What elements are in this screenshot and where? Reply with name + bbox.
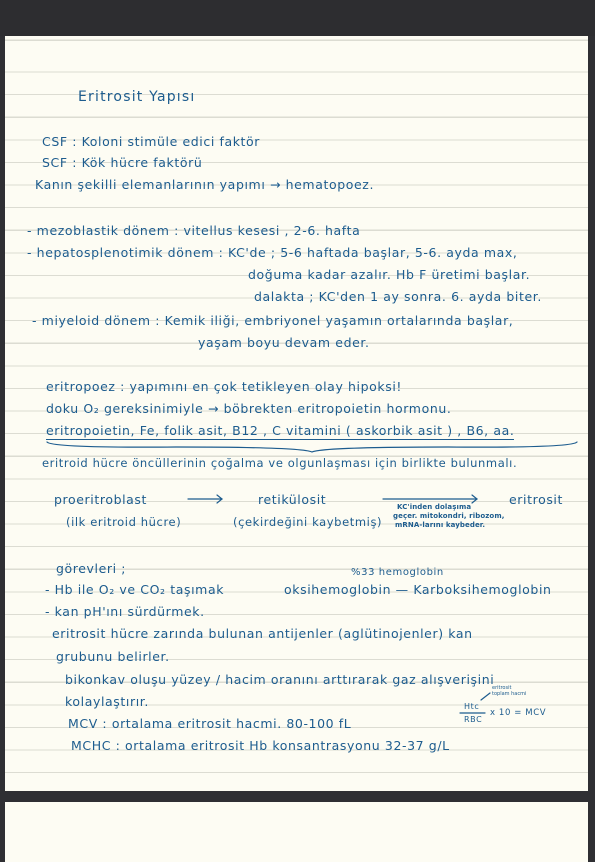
page-title: Eritrosit Yapısı xyxy=(78,89,196,105)
eritropoez-line3: eritropoietin, Fe, folik asit, B12 , C vitamini ( askorbik asit ) , B6, aa. xyxy=(46,423,515,438)
arrow-right-icon xyxy=(188,495,224,503)
formula-mcv: x 10 = MCV xyxy=(490,708,547,718)
kc-note-line3: mRNA-larını kaybeder. xyxy=(395,521,486,529)
kc-note-line2: geçer. mitokondri, ribozom, xyxy=(393,512,505,520)
arrow-right-icon xyxy=(383,495,479,503)
scf-definition: SCF : Kök hücre faktörü xyxy=(42,155,203,170)
hb-tasima: - Hb ile O₂ ve CO₂ taşımak xyxy=(45,582,225,597)
eritropoez-line1: eritropoez : yapımını en çok tetikleyen olay hipoksi! xyxy=(46,379,403,394)
next-page xyxy=(5,802,588,862)
gorevleri-heading: görevleri ; xyxy=(56,561,127,576)
eritrosit-label: eritrosit xyxy=(509,492,564,507)
formula-numerator: Htc xyxy=(464,702,480,711)
proeritroblast-label: proeritroblast xyxy=(54,492,148,507)
eritropoez-line2: doku O₂ gereksinimiyle → böbrekten eritropoietin hormonu. xyxy=(46,401,452,416)
hepatosplenotimik-line3: dalakta ; KC'den 1 ay sonra. 6. ayda biter. xyxy=(254,289,542,304)
bikonkav-line1: bikonkav oluşu yüzey / hacim oranını arttırarak gaz alışverişini xyxy=(65,672,495,687)
cekirdek-note: (çekirdeğini kaybetmiş) xyxy=(233,515,383,529)
mchc-definition: MCHC : ortalama eritrosit Hb konsantrasyonu 32-37 g/L xyxy=(71,738,450,753)
miyeloid-line2: yaşam boyu devam eder. xyxy=(198,335,370,350)
ilk-eritroid-note: (ilk eritroid hücre) xyxy=(66,515,182,529)
retikulosit-label: retikülosit xyxy=(258,492,327,507)
hepatosplenotimik-donem: - hepatosplenotimik dönem : KC'de ; 5-6 haftada başlar, 5-6. ayda max, xyxy=(27,245,518,260)
hepatosplenotimik-line2: doğuma kadar azalır. Hb F üretimi başlar. xyxy=(248,267,531,282)
arrow-pointer-icon xyxy=(480,691,492,701)
note-page xyxy=(5,36,588,791)
kc-note-line1: KC'inden dolaşıma xyxy=(397,503,472,511)
bikonkav-line2: kolaylaştırır. xyxy=(65,694,149,709)
ph-surdurmek: - kan pH'ını sürdürmek. xyxy=(45,604,205,619)
hematopoez-definition: Kanın şekilli elemanlarının yapımı → hematopoez. xyxy=(35,177,375,192)
curly-brace-icon xyxy=(46,441,578,453)
antijen-line2: grubunu belirler. xyxy=(56,649,170,664)
csf-definition: CSF : Koloni stimüle edici faktör xyxy=(42,134,261,149)
window-top-bar xyxy=(0,0,595,36)
eritroid-oncul-note: eritroid hücre öncüllerinin çoğalma ve olgunlaşması için birlikte bulunmalı. xyxy=(42,456,518,470)
mezoblastik-donem: - mezoblastik dönem : vitellus kesesi , 2-6. hafta xyxy=(27,223,361,238)
mcv-definition: MCV : ortalama eritrosit hacmi. 80-100 fL xyxy=(68,716,352,731)
formula-note-line2: toplam hacmi xyxy=(492,691,527,697)
formula-note-line1: eritrosit xyxy=(492,685,512,691)
miyeloid-donem: - miyeloid dönem : Kemik iliği, embriyonel yaşamın ortalarında başlar, xyxy=(32,313,514,328)
formula-denominator: RBC xyxy=(464,715,483,724)
hemoglobin-percent-note: %33 hemoglobin xyxy=(351,567,444,578)
oksihemoglobin-note: oksihemoglobin — Karboksihemoglobin xyxy=(284,582,552,597)
antijen-line1: eritrosit hücre zarında bulunan antijenler (aglütinojenler) kan xyxy=(52,626,473,641)
